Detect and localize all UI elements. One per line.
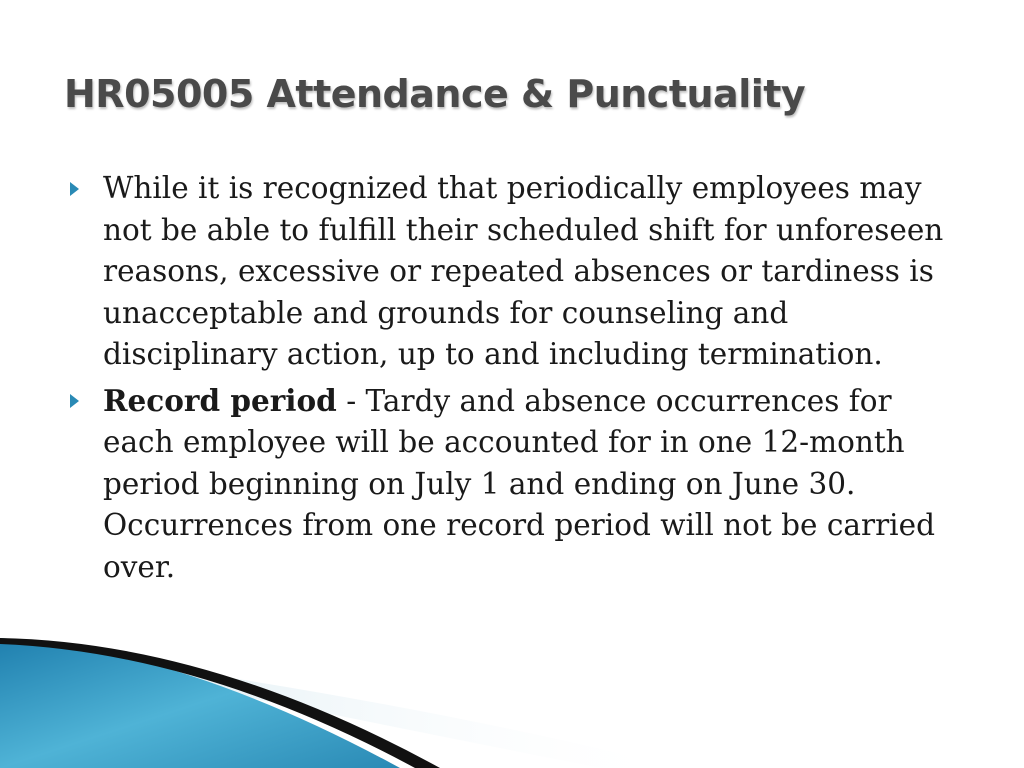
corner-wave-decoration [0, 638, 1024, 768]
bullet-item [70, 380, 970, 589]
slide-title: HR05005 Attendance & Punctuality [64, 72, 806, 116]
bullet-text: While it is recognized that periodically employees may not be able to fulfill their scheduled shift for unforeseen reasons, excessive or repeated absences or tardiness is unacceptable and grounds for counseling and disciplinary action, up to and including termination. [103, 171, 944, 371]
bullet-list [70, 168, 970, 592]
bullet-text: - Tardy and absence occurrences for each employee will be accounted for in one 12-month period beginning on July 1 and ending on June 30. Occurrences from one record period will not be carried over. [103, 383, 935, 584]
bullet-lead: Record period [103, 382, 337, 418]
triangle-bullet-icon [70, 394, 79, 408]
bullet-item [70, 168, 970, 376]
triangle-bullet-icon [70, 182, 79, 196]
